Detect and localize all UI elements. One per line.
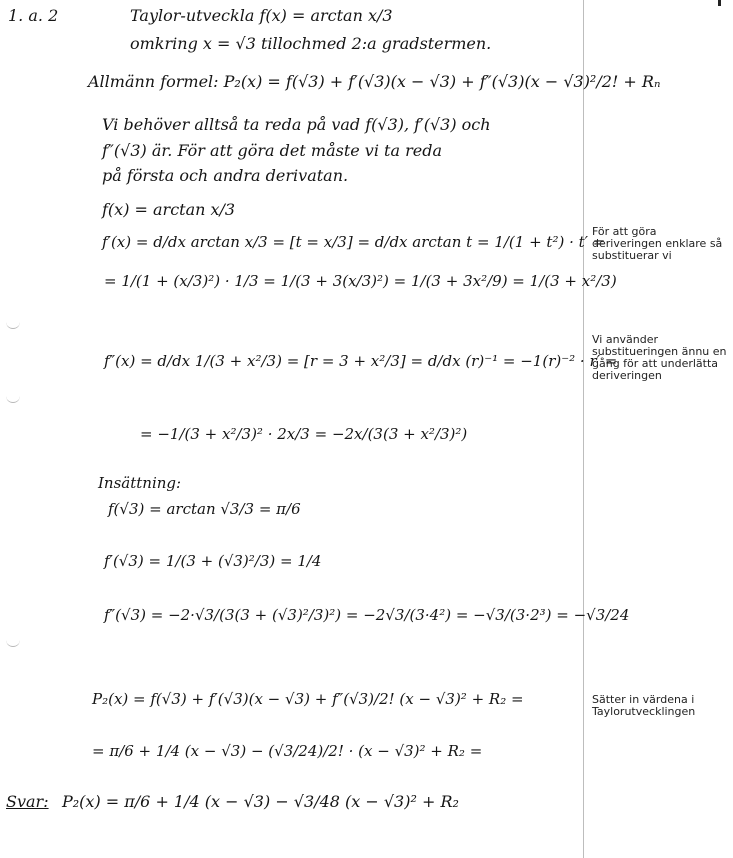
margin-note-substitution: För att göra deriveringen enklare så substituerar vi xyxy=(592,225,723,262)
margin-note-substitution-again: Vi använder substitueringen ännu en gång för att underlätta deriveringen xyxy=(592,333,727,382)
margin-divider xyxy=(583,0,584,858)
insertion-f2-value: f″(√3) = −2·√3/(3(3 + (√3)²/3)²) = −2√3/(3·4²) = −√3/(3·2³) = −√3/24 xyxy=(104,606,630,624)
insertion-label: Insättning: xyxy=(98,474,182,492)
intro-text-line3: på första och andra derivatan. xyxy=(102,166,349,185)
taylor-line2: = π/6 + 1/4 (x − √3) − (√3/24)/2! · (x − √3)² + R₂ = xyxy=(92,742,483,760)
insertion-f1-value: f′(√3) = 1/(3 + (√3)²/3) = 1/4 xyxy=(104,552,322,570)
task-description-line1: Taylor-utveckla f(x) = arctan x/3 xyxy=(130,6,393,25)
second-derivative-line2: = −1/(3 + x²/3)² · 2x/3 = −2x/(3(3 + x²/3)²) xyxy=(140,425,468,443)
hole-punch-mark xyxy=(6,640,20,647)
corner-mark xyxy=(718,0,721,6)
answer-text: P₂(x) = π/6 + 1/4 (x − √3) − √3/48 (x − √3)² + R₂ xyxy=(62,792,459,811)
intro-text-line1: Vi behöver alltså ta reda på vad f(√3), f′(√3) och xyxy=(102,115,491,134)
hole-punch-mark xyxy=(6,322,20,329)
first-derivative-line2: = 1/(1 + (x/3)²) · 1/3 = 1/(3 + 3(x/3)²) = 1/(3 + 3x²/9) = 1/(3 + x²/3) xyxy=(104,272,617,290)
first-derivative-line1: f′(x) = d/dx arctan x/3 = [t = x/3] = d/dx arctan t = 1/(1 + t²) · t′ = xyxy=(102,233,606,251)
general-formula: Allmänn formel: P₂(x) = f(√3) + f′(√3)(x − √3) + f″(√3)(x − √3)²/2! + Rₙ xyxy=(88,72,661,91)
task-description-line2: omkring x = √3 tillochmed 2:a gradstermen. xyxy=(130,34,492,53)
answer-label: Svar: xyxy=(6,792,49,811)
problem-number: 1. a. 2 xyxy=(8,6,59,25)
insertion-f-value: f(√3) = arctan √3/3 = π/6 xyxy=(108,500,301,518)
second-derivative-line1: f″(x) = d/dx 1/(3 + x²/3) = [r = 3 + x²/3] = d/dx (r)⁻¹ = −1(r)⁻² · r′ = xyxy=(104,352,618,370)
hole-punch-mark xyxy=(6,396,20,403)
taylor-line1: P₂(x) = f(√3) + f′(√3)(x − √3) + f″(√3)/2! (x − √3)² + R₂ = xyxy=(92,690,524,708)
function-definition: f(x) = arctan x/3 xyxy=(102,200,236,219)
margin-note-insert-values: Sätter in värdena i Taylorutvecklingen xyxy=(592,693,696,718)
intro-text-line2: f″(√3) är. För att göra det måste vi ta reda xyxy=(102,141,442,160)
